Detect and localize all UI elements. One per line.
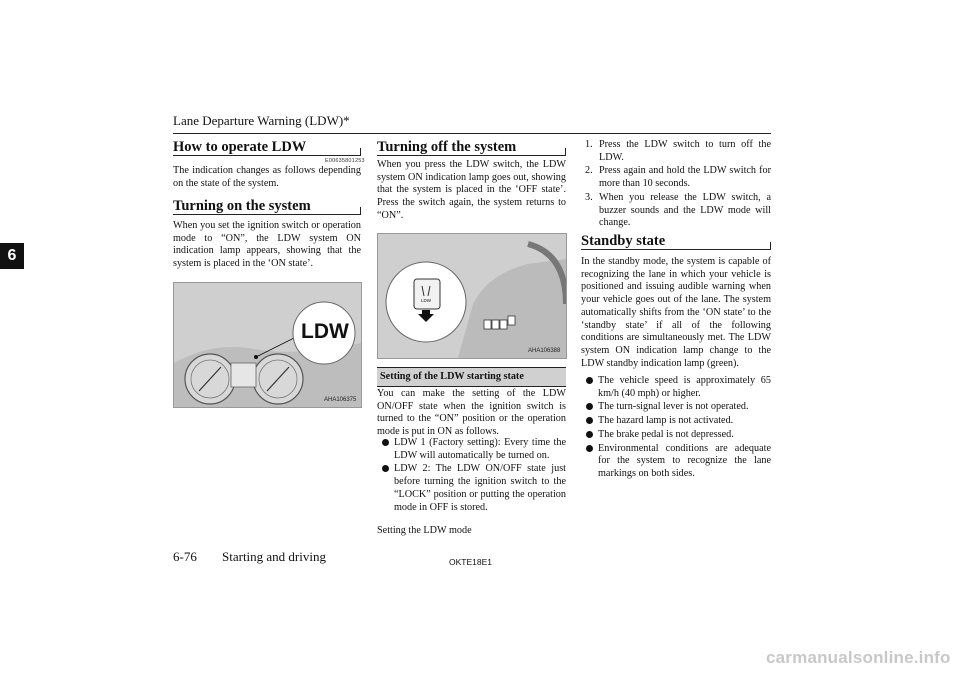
switch-ldw-text: LDW	[421, 298, 431, 303]
heading-turning-on: Turning on the system	[173, 198, 311, 214]
heading-how-to-operate: How to operate LDW	[173, 139, 307, 155]
heading-tick	[565, 148, 566, 156]
figure-instrument-cluster	[173, 282, 362, 408]
bullet-icon	[382, 465, 389, 472]
list-item: Environmental conditions are adequate for the system to recognize the lane markings on both sides.	[581, 443, 771, 481]
bullet-icon	[382, 439, 389, 446]
step-item: 3. When you release the LDW switch, a buzzer sounds and the LDW mode will change.	[585, 191, 771, 229]
list-item: The brake pedal is not depressed.	[581, 429, 771, 442]
standby-conditions-list	[581, 375, 771, 482]
setting-box-text: You can make the setting of the LDW ON/OFF state when the ignition switch is turned to the “ON” position or the operation mode is put in ON as follows.	[377, 388, 566, 438]
steps-list	[581, 139, 771, 231]
heading-standby-state: Standby state	[581, 233, 666, 249]
list-item: The hazard lamp is not activated.	[581, 415, 771, 428]
bullet-icon	[586, 445, 593, 452]
cluster-illustration	[174, 283, 361, 407]
setting-options-list	[377, 437, 566, 515]
bullet-icon	[586, 417, 593, 424]
intro-text: The indication changes as follows depending on the state of the system.	[173, 165, 361, 189]
list-item: LDW 2: The LDW ON/OFF state just before turning the ignition switch to the “LOCK” position or putting the operation mode in OFF is stored.	[377, 463, 566, 514]
heading-rule	[377, 155, 566, 156]
figure-ldw-switch	[377, 233, 567, 359]
step-item: 2. Press again and hold the LDW switch for more than 10 seconds.	[585, 165, 771, 190]
section-name: Starting and driving	[222, 549, 326, 564]
standby-text: In the standby mode, the system is capable of recognizing the lane in which your vehicle is positioned and issuing audible warning when your vehicle goes out of the lane. The system automatically shifts from the ‘ON state’ to the ‘standby state’ if all of the following conditions are simultaneously met. The LDW system ON indication lamp change to the LDW standby indication lamp (green).	[581, 256, 771, 369]
turning-on-text: When you set the ignition switch or operation mode to “ON”, the LDW system ON indication lamp appears, showing that the system is placed in the ‘ON state’.	[173, 220, 361, 270]
doc-code: E00635801253	[325, 158, 365, 164]
step-item: 1. Press the LDW switch to turn off the LDW.	[585, 139, 771, 163]
chapter-tab: 6	[0, 243, 24, 269]
turning-off-text: When you press the LDW switch, the LDW system ON indication lamp goes out, showing that the system is placed in the ‘OFF state’. Press the switch again, the system returns to “ON”.	[377, 159, 566, 221]
heading-tick	[360, 207, 361, 215]
switch-illustration	[378, 234, 566, 358]
running-header: Lane Departure Warning (LDW)*	[173, 113, 350, 128]
bullet-icon	[586, 431, 593, 438]
heading-rule	[173, 155, 361, 156]
setting-box-heading: Setting of the LDW starting state	[377, 367, 566, 387]
footer-code: OKTE18E1	[449, 557, 492, 567]
figure-label: AHA106388	[528, 348, 561, 354]
heading-tick	[360, 148, 361, 156]
watermark-text: carmanualsonline.info	[766, 648, 951, 667]
page-number: 6-76	[173, 549, 197, 564]
heading-rule	[581, 249, 771, 250]
bullet-icon	[586, 377, 593, 384]
list-item: The turn-signal lever is not operated.	[581, 401, 771, 414]
heading-rule	[173, 214, 361, 215]
header-rule	[173, 133, 771, 134]
list-item: LDW 1 (Factory setting): Every time the LDW will automatically be turned on.	[377, 437, 566, 462]
figure-label: AHA106375	[324, 397, 357, 403]
ldw-callout-text: LDW	[301, 320, 349, 343]
bullet-icon	[586, 403, 593, 410]
heading-turning-off: Turning off the system	[377, 139, 517, 155]
heading-tick	[770, 242, 771, 250]
setting-mode-text: Setting the LDW mode	[377, 525, 472, 536]
list-item: The vehicle speed is approximately 65 km/h (40 mph) or higher.	[581, 375, 771, 400]
